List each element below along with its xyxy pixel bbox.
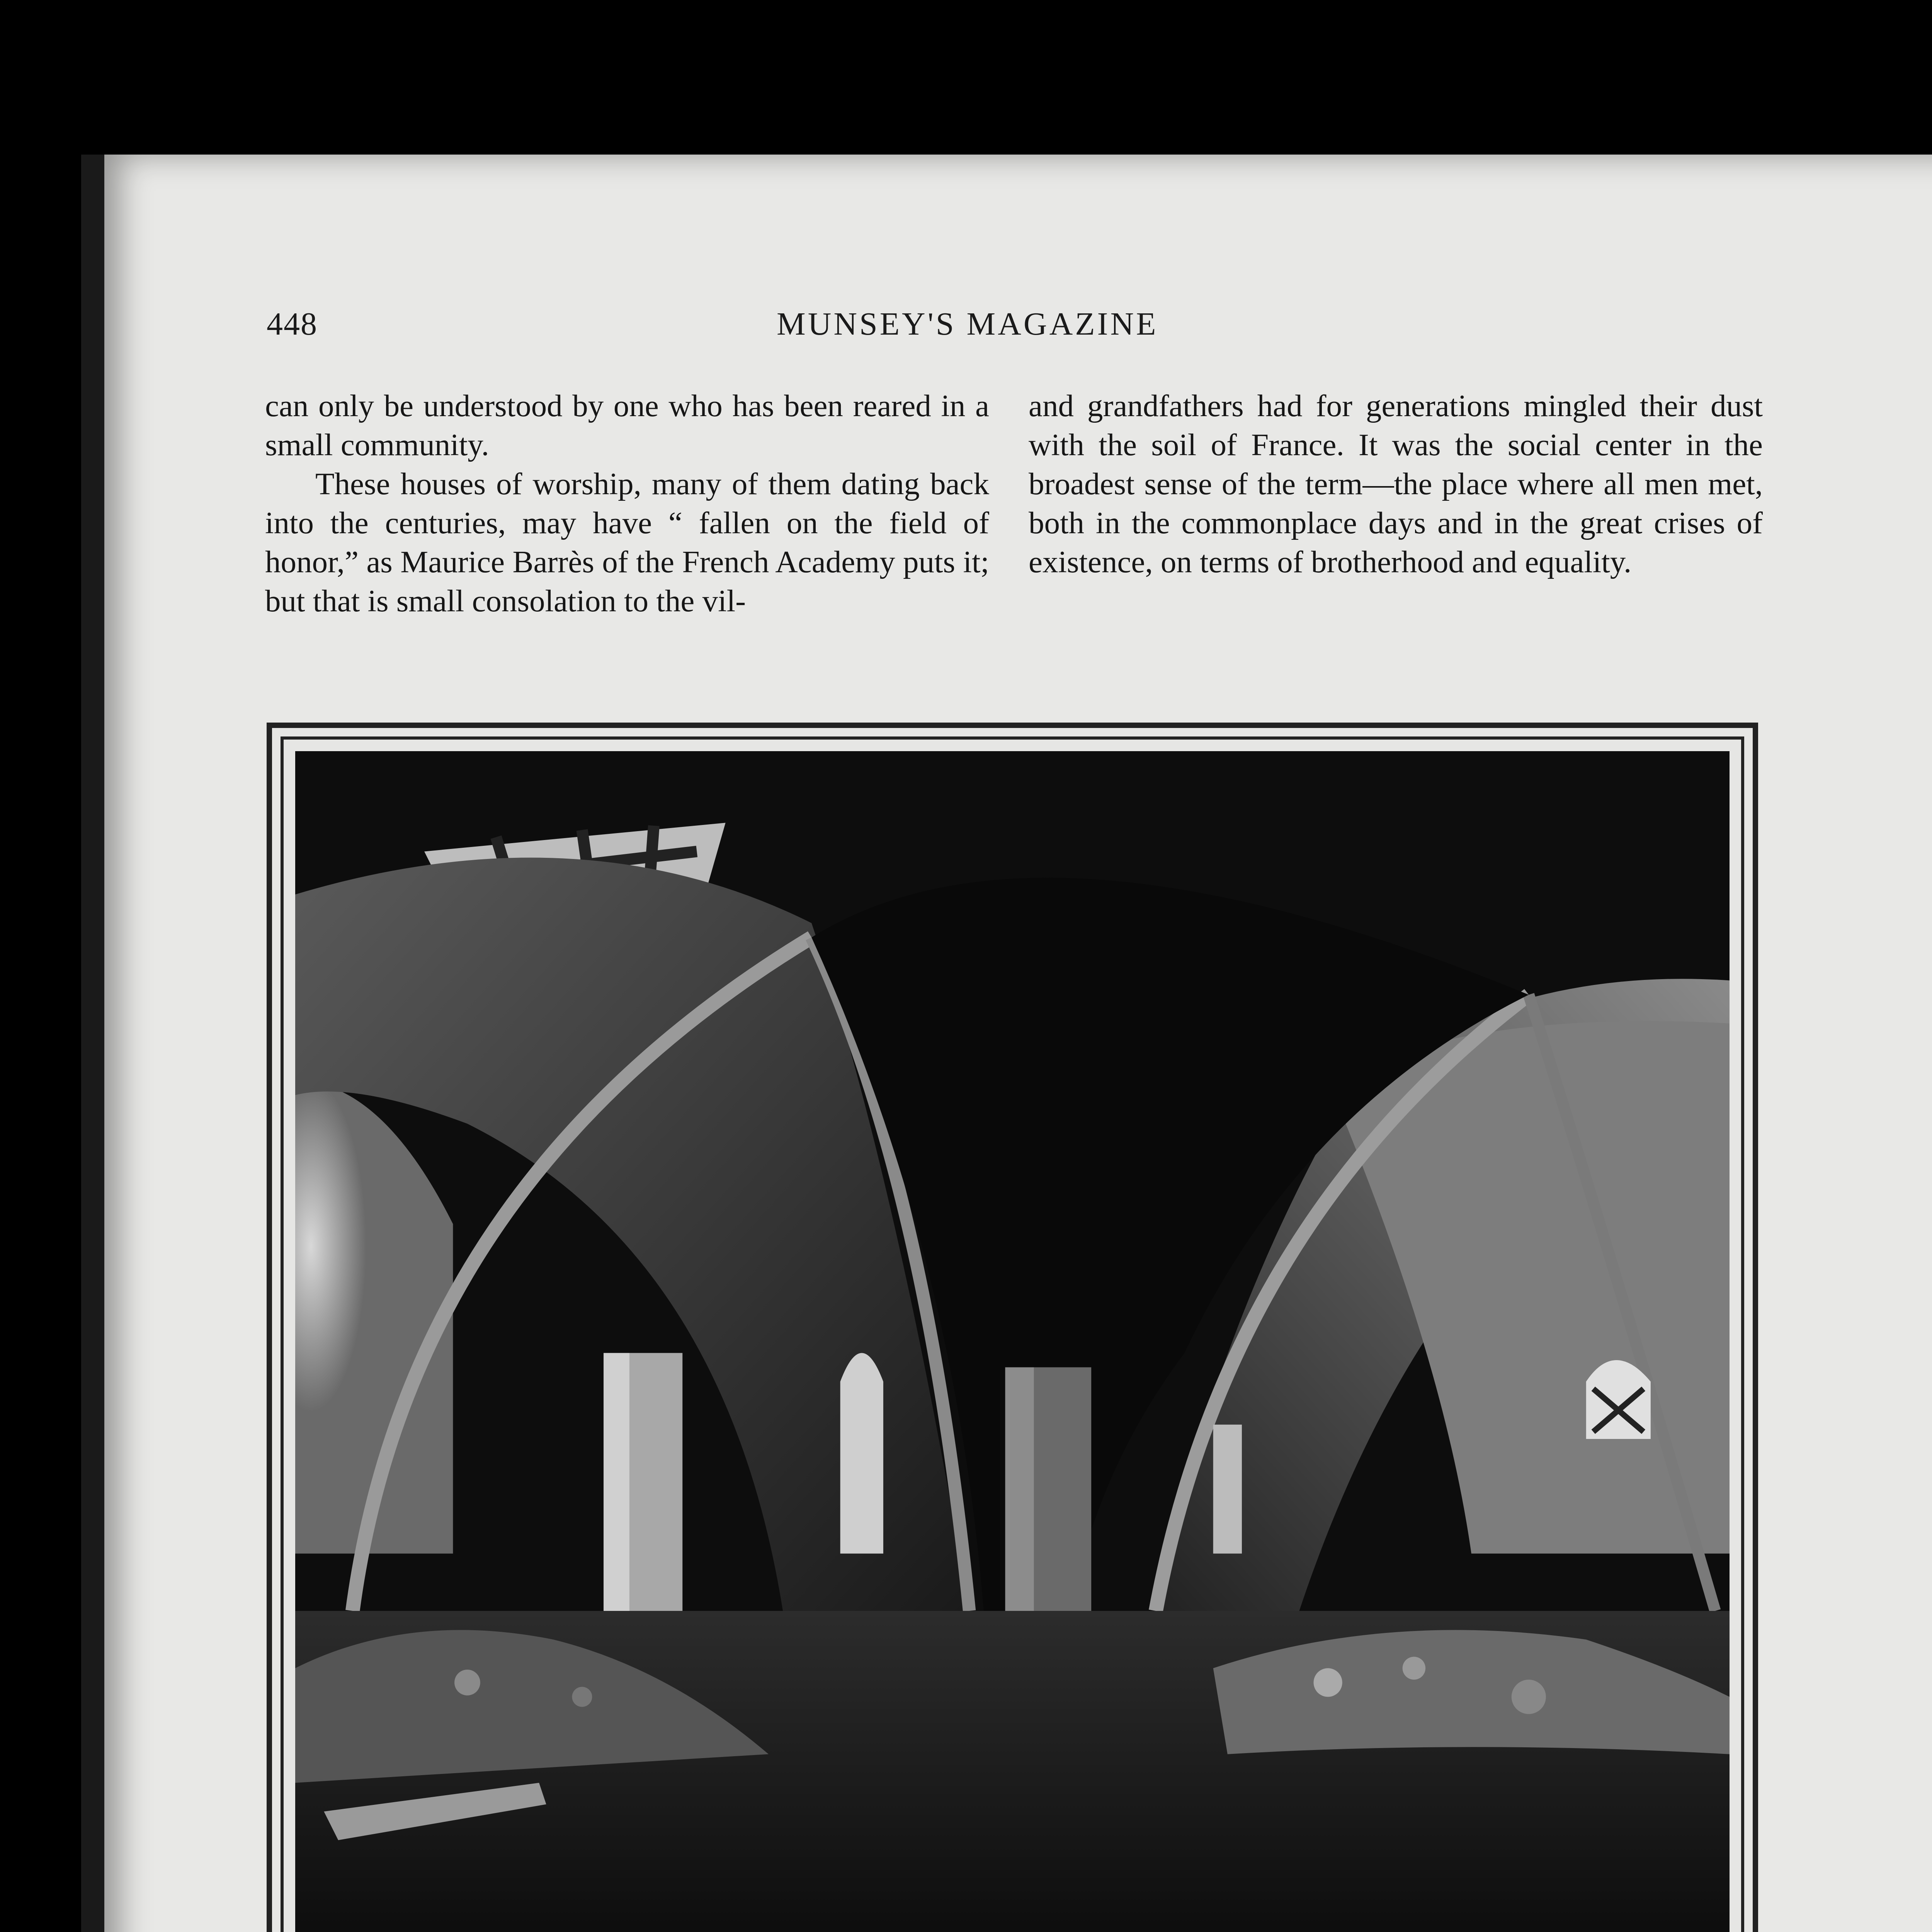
paragraph: and grandfathers had for generations mingled their dust with the soil of France. It was the social center in the broadest sense of the term—the place where all men met, both in the commonplace days and in the great crises of existence, on terms of brotherhood and equality. [1029, 388, 1763, 579]
running-head [267, 305, 1766, 352]
paragraph: can only be understood by one who has been reared in a small community. [265, 388, 989, 462]
text-column-top-right [1029, 386, 1763, 582]
text-column-top-left [265, 386, 989, 621]
photo-frame [267, 723, 1758, 1932]
paragraph: These houses of worship, many of them dating back into the centuries, may have “ fallen on the field of honor,” as Maurice Barrès of the French Academy puts it; but that is small consolation to the vil- [265, 466, 989, 618]
magazine-title: MUNSEY'S MAGAZINE [777, 306, 1158, 342]
church-ruin-photo [295, 751, 1730, 1932]
church-ruin-illustration [295, 751, 1730, 1932]
page-number: 448 [267, 306, 318, 342]
